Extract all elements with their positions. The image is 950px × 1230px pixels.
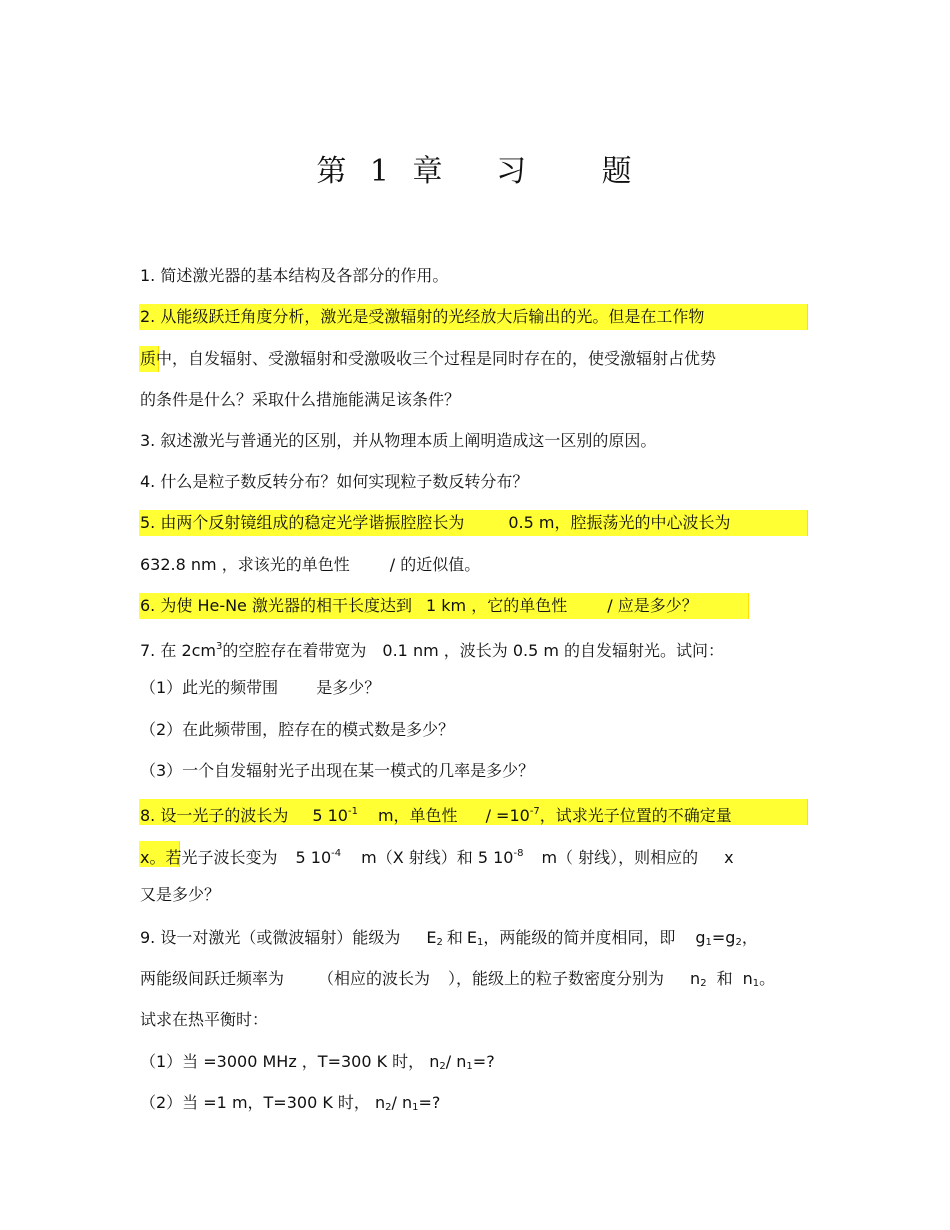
- question-9-line-3: 试求在热平衡时：: [140, 1010, 269, 1029]
- question-7: [140, 633, 724, 661]
- q8-text-d: / =10: [485, 806, 530, 825]
- q2-highlighted-char: 质: [140, 349, 157, 368]
- q9-text-a: 9. 设一对激光（或微波辐射）能级为: [140, 928, 401, 947]
- q7-sub1-text-a: （1）此光的频带围: [140, 678, 279, 697]
- q6-text-a: 6. 为使 He-Ne 激光器的相干长度达到: [140, 596, 412, 615]
- q9-g2: 2: [735, 937, 742, 948]
- q9-s2-sub2: 2: [385, 1102, 392, 1113]
- question-6: [140, 592, 698, 620]
- q8-text-a: 8. 设一光子的波长为: [140, 806, 289, 825]
- q8-text-b: 5 10: [312, 806, 348, 825]
- question-7-sub-1: [140, 674, 380, 702]
- question-9-sub-2: [140, 1089, 440, 1117]
- q8-text-e: ，试求光子位置的不确定量: [539, 806, 732, 825]
- q5-text-d: / 的近似值。: [389, 555, 481, 574]
- q5-text-b: 0.5 m，腔振荡光的中心波长为: [508, 513, 731, 532]
- q9-geq: =g: [711, 928, 736, 947]
- q9-E2: E: [426, 928, 437, 947]
- highlight-edge: [807, 510, 808, 536]
- q8-highlighted: x。: [140, 848, 166, 867]
- q2-line2-text: 中，自发辐射、受激辐射和受激吸收三个过程是同时存在的，使受激辐射占优势: [156, 349, 717, 368]
- q9-s2-sub1: 1: [412, 1102, 419, 1113]
- question-2-line-3: 的条件是什么？采取什么措施能满足该条件？: [140, 390, 461, 409]
- highlight-edge: [748, 593, 749, 619]
- q7-text-b: 的空腔存在着带宽为: [222, 641, 367, 660]
- question-5-line-1: [140, 509, 730, 537]
- question-4: 4. 什么是粒子数反转分布？如何实现粒子数反转分布？: [140, 472, 529, 491]
- q8-line2-c: m（X 射线）和 5 10: [361, 848, 514, 867]
- q9-n1-sub: 1: [752, 978, 760, 989]
- q7-text-a: 7. 在 2cm: [140, 641, 217, 660]
- question-2-line-2: [140, 345, 716, 373]
- q9-n2-sub: 2: [700, 978, 707, 989]
- question-9-line-2: [140, 965, 775, 993]
- question-5-line-2: [140, 551, 480, 579]
- q8-sup-4: -8: [513, 848, 524, 859]
- q9-line2-a: 两能级间跃迁频率为: [140, 969, 285, 988]
- q9-s1-sub2: 2: [439, 1061, 446, 1072]
- q9-s2-c: =?: [418, 1093, 441, 1112]
- q9-n1: n: [742, 969, 753, 988]
- q6-text-c: / 应是多少？: [607, 596, 698, 615]
- q8-line2-a: 若光子波长变为: [165, 848, 278, 867]
- q8-line2-d: m（ 射线），则相应的: [541, 848, 699, 867]
- q8-sup-3: -4: [331, 848, 342, 859]
- question-9-line-1: [140, 924, 758, 952]
- question-7-sub-3: （3）一个自发辐射光子出现在某一模式的几率是多少？: [140, 761, 535, 780]
- q9-line2-b: （相应的波长为: [318, 969, 431, 988]
- question-9-sub-1: [140, 1048, 495, 1076]
- q9-E1-sub: 1: [476, 937, 484, 948]
- q9-E1: E: [466, 928, 477, 947]
- q9-s1-c: =?: [472, 1052, 495, 1071]
- q9-E2-sub: 2: [436, 937, 443, 948]
- q7-text-c: 0.1 nm ，波长为 0.5 m 的自发辐射光。试问：: [382, 641, 725, 660]
- q9-s1-a: （1）当 =3000 MHz ，T=300 K 时， n: [140, 1052, 440, 1071]
- q6-text-b: 1 km ，它的单色性: [426, 596, 568, 615]
- q7-sub1-text-b: 是多少？: [316, 678, 381, 697]
- question-3: 3. 叙述激光与普通光的区别，并从物理本质上阐明造成这一区别的原因。: [140, 431, 657, 450]
- q5-text-c: 632.8 nm ，求该光的单色性: [140, 555, 350, 574]
- question-8-line-2: [140, 840, 734, 868]
- question-1: 1. 简述激光器的基本结构及各部分的作用。: [140, 266, 449, 285]
- q9-n2: n: [690, 969, 701, 988]
- q8-line2-e: x: [724, 848, 734, 867]
- q9-text-b: ，两能级的简并度相同，即: [483, 928, 676, 947]
- title-chapter-prefix: 第: [316, 154, 349, 189]
- q9-s1-sub1: 1: [466, 1061, 473, 1072]
- q7-superscript: 3: [216, 641, 223, 652]
- q8-sup-1: -1: [347, 806, 358, 817]
- q9-line2-c: ），能级上的粒子数密度分别为: [448, 969, 665, 988]
- highlight-edge: [807, 799, 808, 825]
- question-2-line-1: 2. 从能级跃迁角度分析，激光是受激辐射的光经放大后输出的光。但是在工作物: [140, 307, 705, 326]
- title-word-2: 题: [601, 154, 634, 189]
- q8-text-c: m，单色性: [377, 806, 458, 825]
- question-8-line-1: [140, 798, 732, 826]
- q9-g1: 1: [705, 937, 712, 948]
- question-7-sub-2: （2）在此频带围，腔存在的模式数是多少？: [140, 720, 455, 739]
- chapter-title: [0, 146, 950, 190]
- q8-line2-b: 5 10: [295, 848, 332, 867]
- q9-comma: ，: [741, 928, 758, 947]
- q9-line2-end: 。: [759, 969, 776, 988]
- title-chapter-suffix: 章: [412, 154, 445, 189]
- q5-text-a: 5. 由两个反射镜组成的稳定光学谐振腔腔长为: [140, 513, 465, 532]
- title-chapter-number: 1: [369, 154, 391, 189]
- highlight-edge: [807, 304, 808, 330]
- q9-s2-b: / n: [391, 1093, 413, 1112]
- q8-sup-2: -7: [529, 806, 540, 817]
- title-word-1: 习: [496, 154, 529, 189]
- question-8-line-3: 又是多少？: [140, 885, 221, 904]
- q9-s2-a: （2）当 =1 m，T=300 K 时， n: [140, 1093, 386, 1112]
- q9-and-2: 和: [716, 969, 733, 988]
- q9-and-1: 和: [446, 928, 463, 947]
- q9-g: g: [695, 928, 706, 947]
- q9-s1-b: / n: [445, 1052, 467, 1071]
